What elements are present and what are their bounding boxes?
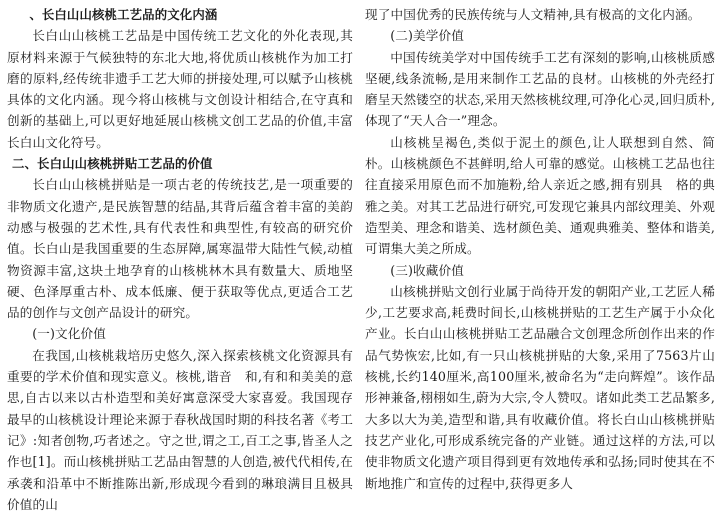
subheading-cultural-value: (一)文化价值 xyxy=(32,326,107,342)
subheading-aesthetic-value: (二)美学价值 xyxy=(390,28,465,44)
right-column xyxy=(365,4,715,515)
section-heading-cultural-connotation: 、长白山山核桃工艺品的文化内涵 xyxy=(29,7,218,22)
paragraph-aesthetic-value: 中国传统美学对中国传统手工艺有深刻的影响,山核桃质感坚硬,线条流畅,是用来制作工艺品的良材。山核桃的外壳经打磨呈天然镂空的状态,采用天然核桃纹理,可净化心灵,回归质朴,体现了“天人合一”理念。 xyxy=(365,49,715,129)
subheading-collection-value: (三)收藏价值 xyxy=(390,262,465,278)
section-heading-crafts-value: 二、长白山山核桃拼贴工艺品的价值 xyxy=(11,156,213,172)
paragraph-cultural-value: 在我国,山核桃栽培历史悠久,深入探索核桃文化资源具有重要的学术价值和现实意义。核桃,谐音 和,有和和美美的意思,自古以来以古朴造型和美好寓意深受大家喜爱。我国现存最早的山核桃设计理论来源于春秋战国时期的科技名著《考工记》:知者创物,巧者述之。守之世,谓之工,百工之事,皆圣人之作也[1]。而山核桃拼贴工艺品由智慧的人创造,被代代相传,在承袭和沿革中不断推陈出新,形成现今看到的琳琅满目且极具价值的山 xyxy=(7,347,353,512)
paragraph-collection-value: 山核桃拼贴文创行业属于尚待开发的朝阳产业,工艺匠人稀少,工艺要求高,耗费时间长,山核桃拼贴的工艺生产属于小众化产业。长白山山核桃拼贴工艺品融合文创理念所创作出来的作品气势恢宏,比如,有一只山核桃拼贴的大象,采用了7563片山核桃,长约140厘米,高100厘米,被命名为“走向辉煌”。该作品形神兼备,栩栩如生,蔚为大宗,令人赞叹。诸如此类工艺品繁多,大多以大为美,造型和谐,具有收藏价值。将长白山山核桃拼贴技艺产业化,可形成系统完备的产业链。通过这样的方法,可以使非物质文化遗产项目得到更有效地传承和弘扬;同时使其在不断地推广和宣传的过程中,获得更多人 xyxy=(365,283,715,491)
paragraph-aesthetic-color: 山核桃呈褐色,类似于泥土的颜色,让人联想到自然、简朴。山核桃颜色不甚鲜明,给人可靠的感觉。山核桃工艺品也往往直接采用原色而不加施粉,给人亲近之感,拥有别具 格的典雅之美。对其工艺品进行研究,可发现它兼具内部纹理美、外观造型美、理念和谐美、选材颜色美、通观典雅美、整体和谐美,可谓集大美之所成。 xyxy=(365,134,715,257)
paragraph-cultural-connotation: 长白山山核桃工艺品是中国传统工艺文化的外化表现,其原材料来源于气候独特的东北大地,将优质山核桃作为加工打磨的原料,经传统非遗手工艺大师的拼接处理,可以赋予山核桃具体的文化内涵。现今将山核桃与文创设计相结合,在守真和创新的基础上,可以更好地延展山核桃文创工艺品的价值,丰富长白山文化符号。 xyxy=(7,28,353,150)
paragraph-crafts-value: 长白山山核桃拼贴是一项古老的传统技艺,是一项重要的非物质文化遗产,是民族智慧的结晶,其背后蕴含着丰富的美韵动感与极强的艺术性,具有代表性和典型性,有较高的研究价值。长白山是我国重要的生态屏障,属寒温带大陆性气候,动植物资源丰富,这块土地孕育的山核桃林木具有数量大、质地坚硬、色泽厚重古朴、成本低廉、便于获取等优点,更适合工艺品的创作与文创产品设计的研究。 xyxy=(7,177,353,321)
left-column xyxy=(7,4,353,515)
paragraph-continuation: 现了中国优秀的民族传统与人文精神,具有极高的文化内涵。 xyxy=(365,7,701,22)
